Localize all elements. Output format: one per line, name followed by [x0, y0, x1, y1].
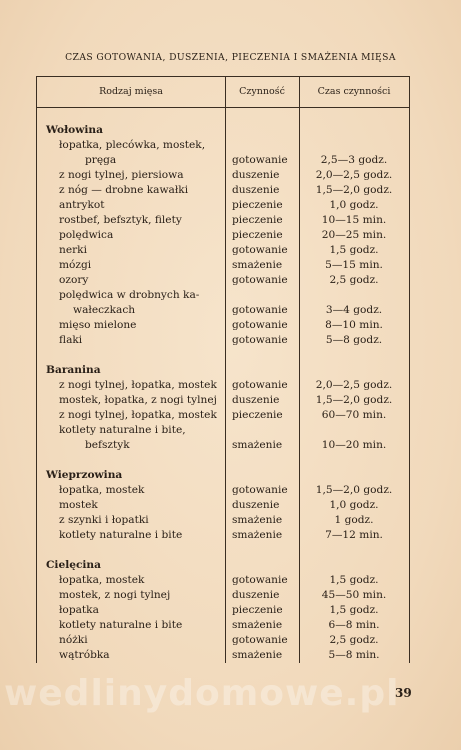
- meat-type-cell: wałeczkach: [73, 304, 136, 316]
- action-cell: smażenie: [232, 259, 283, 271]
- table-row: [37, 258, 409, 273]
- time-cell: 1,5—2,0 godz.: [315, 184, 393, 196]
- action-cell: pieczenie: [232, 214, 283, 226]
- time-cell: 2,0—2,5 godz.: [315, 379, 393, 391]
- action-cell: gotowanie: [232, 244, 288, 256]
- action-cell: duszenie: [232, 169, 280, 181]
- action-cell: gotowanie: [232, 574, 288, 586]
- action-cell: duszenie: [232, 184, 280, 196]
- meat-type-cell: łopatka, mostek: [59, 574, 145, 586]
- action-cell: smażenie: [232, 619, 283, 631]
- meat-type-cell: antrykot: [59, 199, 105, 211]
- action-cell: smażenie: [232, 529, 283, 541]
- action-cell: pieczenie: [232, 229, 283, 241]
- meat-type-cell: wątróbka: [59, 649, 110, 661]
- column-header-meat-type: Rodzaj mięsa: [99, 86, 163, 97]
- table-row: [37, 633, 409, 648]
- meat-type-cell: łopatka, plecówka, mostek,: [59, 139, 206, 151]
- table-row: [37, 408, 409, 423]
- column-header-time: Czas czynności: [317, 86, 391, 97]
- time-cell: 45—50 min.: [321, 589, 387, 601]
- meat-type-cell: z nóg — drobne kawałki: [59, 184, 189, 196]
- table-row: [37, 573, 409, 588]
- meat-type-cell: mostek: [59, 499, 98, 511]
- table-row: [37, 318, 409, 333]
- action-cell: duszenie: [232, 499, 280, 511]
- table-row: [37, 213, 409, 228]
- meat-type-cell: mostek, z nogi tylnej: [59, 589, 171, 601]
- table-row: [37, 288, 409, 303]
- table-row: [37, 528, 409, 543]
- time-cell: 1 godz.: [334, 514, 374, 526]
- action-cell: gotowanie: [232, 319, 288, 331]
- action-cell: pieczenie: [232, 409, 283, 421]
- action-cell: gotowanie: [232, 154, 288, 166]
- time-cell: 1,5 godz.: [329, 604, 379, 616]
- table-row: [37, 393, 409, 408]
- time-cell: 1,5—2,0 godz.: [315, 394, 393, 406]
- table-row: [37, 378, 409, 393]
- time-cell: 10—15 min.: [321, 214, 387, 226]
- meat-type-cell: ozory: [59, 274, 89, 286]
- time-cell: 1,5 godz.: [329, 244, 379, 256]
- action-cell: pieczenie: [232, 604, 283, 616]
- table-row: [37, 303, 409, 318]
- table-row: [37, 438, 409, 453]
- table-row: [37, 498, 409, 513]
- table-row: [37, 603, 409, 618]
- action-cell: gotowanie: [232, 379, 288, 391]
- table-row: [37, 228, 409, 243]
- table-row: [37, 198, 409, 213]
- meat-type-cell: mózgi: [59, 259, 92, 271]
- table-row: [37, 273, 409, 288]
- page-header: CZAS GOTOWANIA, DUSZENIA, PIECZENIA I SMAŻENIA MIĘSA: [65, 52, 396, 63]
- action-cell: gotowanie: [232, 484, 288, 496]
- meat-type-cell: nerki: [59, 244, 87, 256]
- table-row: [37, 513, 409, 528]
- action-cell: smażenie: [232, 649, 283, 661]
- group-heading: Wieprzowina: [46, 469, 123, 481]
- page-number: 39: [395, 686, 412, 700]
- header-divider: [37, 107, 409, 108]
- table-row: [37, 333, 409, 348]
- meat-type-cell: polędwica w drobnych ka-: [59, 289, 200, 301]
- time-cell: 3—4 godz.: [325, 304, 383, 316]
- time-cell: 7—12 min.: [325, 529, 383, 541]
- action-cell: gotowanie: [232, 634, 288, 646]
- meat-type-cell: mostek, łopatka, z nogi tylnej: [59, 394, 217, 406]
- action-cell: smażenie: [232, 514, 283, 526]
- meat-type-cell: polędwica: [59, 229, 114, 241]
- time-cell: 1,5—2,0 godz.: [315, 484, 393, 496]
- meat-type-cell: kotlety naturalne i bite: [59, 529, 183, 541]
- action-cell: duszenie: [232, 589, 280, 601]
- time-cell: 2,5—3 godz.: [320, 154, 388, 166]
- time-cell: 2,5 godz.: [329, 274, 379, 286]
- table-row: [37, 183, 409, 198]
- time-cell: 1,5 godz.: [329, 574, 379, 586]
- meat-type-cell: rostbef, befsztyk, filety: [59, 214, 182, 226]
- action-cell: duszenie: [232, 394, 280, 406]
- action-cell: gotowanie: [232, 304, 288, 316]
- action-cell: gotowanie: [232, 274, 288, 286]
- group-heading: Wołowina: [46, 124, 103, 136]
- group-heading: Cielęcina: [46, 559, 102, 571]
- table-row: [37, 423, 409, 438]
- column-header-action: Czynność: [239, 86, 285, 97]
- time-cell: 2,5 godz.: [329, 634, 379, 646]
- meat-type-cell: z szynki i łopatki: [59, 514, 149, 526]
- time-cell: 6—8 min.: [328, 619, 380, 631]
- meat-type-cell: z nogi tylnej, łopatka, mostek: [59, 379, 217, 391]
- table-row: [37, 153, 409, 168]
- table-row: [37, 618, 409, 633]
- table-row: [37, 648, 409, 663]
- table-row: [37, 243, 409, 258]
- meat-type-cell: pręga: [85, 154, 117, 166]
- meat-type-cell: nóżki: [59, 634, 88, 646]
- meat-type-cell: łopatka: [59, 604, 99, 616]
- time-cell: 1,0 godz.: [329, 499, 379, 511]
- time-cell: 60—70 min.: [321, 409, 387, 421]
- time-cell: 5—8 godz.: [325, 334, 383, 346]
- time-cell: 2,0—2,5 godz.: [315, 169, 393, 181]
- table-row: [37, 588, 409, 603]
- meat-type-cell: kotlety naturalne i bite,: [59, 424, 186, 436]
- meat-type-cell: befsztyk: [85, 439, 130, 451]
- time-cell: 10—20 min.: [321, 439, 387, 451]
- meat-type-cell: z nogi tylnej, piersiowa: [59, 169, 184, 181]
- meat-type-cell: kotlety naturalne i bite: [59, 619, 183, 631]
- table-row: [37, 483, 409, 498]
- meat-type-cell: flaki: [59, 334, 83, 346]
- time-cell: 5—8 min.: [328, 649, 380, 661]
- meat-type-cell: mięso mielone: [59, 319, 137, 331]
- watermark: wedlinydomowe.pl: [4, 673, 400, 714]
- time-cell: 5—15 min.: [325, 259, 383, 271]
- cooking-time-table: [36, 76, 410, 663]
- meat-type-cell: łopatka, mostek: [59, 484, 145, 496]
- time-cell: 20—25 min.: [321, 229, 387, 241]
- action-cell: pieczenie: [232, 199, 283, 211]
- action-cell: smażenie: [232, 439, 283, 451]
- group-heading: Baranina: [46, 364, 101, 376]
- table-row: [37, 168, 409, 183]
- time-cell: 1,0 godz.: [329, 199, 379, 211]
- meat-type-cell: z nogi tylnej, łopatka, mostek: [59, 409, 217, 421]
- time-cell: 8—10 min.: [325, 319, 383, 331]
- action-cell: gotowanie: [232, 334, 288, 346]
- table-row: [37, 138, 409, 153]
